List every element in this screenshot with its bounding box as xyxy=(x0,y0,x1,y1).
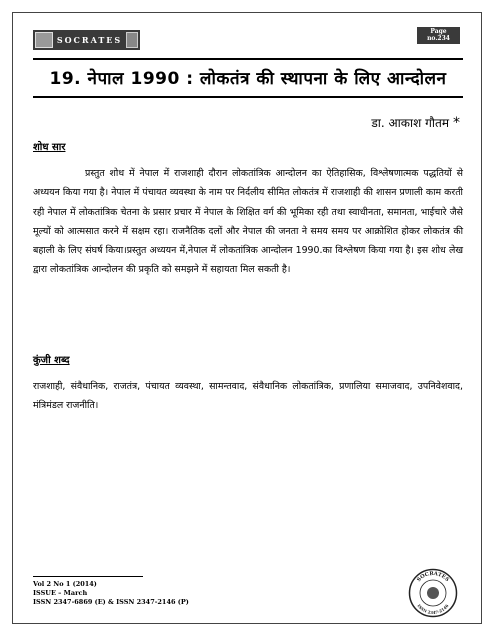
page-number-badge xyxy=(417,27,460,44)
volume-info: Vol 2 No 1 (2014) xyxy=(33,580,97,588)
page-label: Page xyxy=(430,28,447,35)
footer-rule xyxy=(33,576,143,577)
author-footnote-mark: * xyxy=(453,115,460,131)
abstract-text: प्रस्तुत शोध में नेपाल में राजशाही दौरान लोकतांत्रिक आन्दोलन का ऐतिहासिक, विश्लेषणात्मक पद्धतियों से अध्ययन किया गया है। नेपाल में पंचायत व्यवस्था के नाम पर निर्दलीय सीमित लोकतंत्र में राजशाही की शासन प्रणाली काम करती रही नेपाल में लोकतांत्रिक चेतना के प्रसार प्रचार में नेपाल के शिक्षित वर्ग की भूमिका रही तथा स्वाधीनता, समानता, भाईचारे जैसे मूल्यों को आत्मसात करने में सक्षम रहा। राजनैतिक दलों और नेपाल की जनता ने समय समय पर आक्रोशित होकर लोकतंत्र की बहाली के लिए संघर्ष किया।प्रस्तुत अध्ययन में,नेपाल में लोकतांत्रिक आन्दोलन 1990.का विश्लेषण किया गया है। इस शोध लेख द्वारा लोकतांत्रिक आन्दोलन की प्रकृति को समझने में सहायता मिल सकती है। xyxy=(33,168,463,276)
keywords-heading: कुंजी शब्द xyxy=(33,355,70,366)
keywords-text: राजशाही, संवैधानिक, राजतंत्र, पंचायत व्यवस्था, सामन्तवाद, संवैधानिक लोकतांत्रिक, प्रणालिया समाजवाद, उपनिवेशवाद, मंत्रिमंडल राजनीति। xyxy=(33,381,463,412)
title-rule-bottom xyxy=(33,96,463,98)
author-name: डा. आकाश गौतम xyxy=(371,116,449,130)
logo-emblem-icon xyxy=(35,32,53,48)
title-rule-top xyxy=(33,58,463,60)
footer-info xyxy=(33,580,189,607)
journal-name: SOCRATES xyxy=(56,35,123,45)
seal-bottom-text: ISSN 2347-2146 xyxy=(416,603,450,616)
issn-info: ISSN 2347-6869 (E) & ISSN 2347-2146 (P) xyxy=(33,598,189,606)
abstract-heading: शोध सार xyxy=(33,142,66,153)
page-border xyxy=(12,12,482,624)
issue-info: ISSUE – March xyxy=(33,589,88,597)
logo-portrait-icon xyxy=(126,32,138,48)
abstract-paragraph xyxy=(33,164,463,280)
seal-top-text: SOCRATES xyxy=(416,570,450,584)
page-number: no.234 xyxy=(427,35,450,42)
author-line xyxy=(371,114,460,131)
journal-logo xyxy=(33,30,140,50)
article-title: 19. नेपाल 1990 : लोकतंत्र की स्थापना के लिए आन्दोलन xyxy=(49,69,447,89)
journal-seal-icon xyxy=(408,568,458,618)
